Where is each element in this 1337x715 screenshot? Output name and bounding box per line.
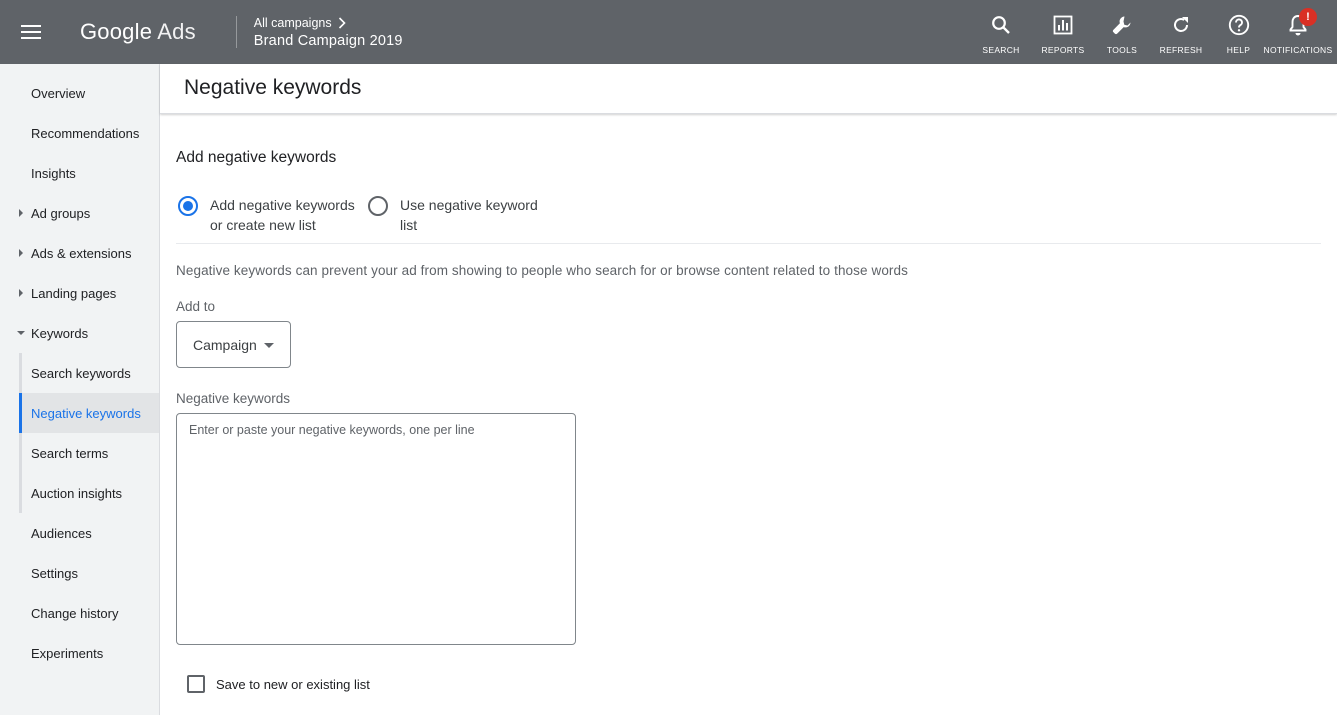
- logo-google-text: Google: [80, 19, 153, 44]
- sidebar-item-label: Negative keywords: [31, 405, 141, 421]
- sidebar-item-label: Ad groups: [31, 205, 91, 221]
- breadcrumb-parent[interactable]: [254, 16, 403, 30]
- sidebar-item-change-history[interactable]: [0, 593, 159, 633]
- add-to-selected-value: Campaign: [193, 336, 257, 353]
- top-actions: [970, 0, 1331, 64]
- reports-button-label: REPORTS: [1041, 45, 1085, 55]
- wrench-icon: [1111, 14, 1133, 36]
- search-button-label: SEARCH: [982, 45, 1020, 55]
- radio-button[interactable]: [368, 196, 388, 216]
- refresh-button-label: REFRESH: [1159, 45, 1203, 55]
- search-icon: [991, 15, 1011, 35]
- sidebar-item-label: Recommendations: [31, 125, 140, 141]
- radio-button-selected[interactable]: [178, 196, 198, 216]
- notification-badge: !: [1299, 8, 1317, 26]
- section-divider: [176, 243, 1321, 244]
- sidebar-item-label: Ads & extensions: [31, 245, 132, 261]
- help-button[interactable]: [1212, 0, 1265, 55]
- expand-arrow-icon: [16, 208, 26, 218]
- sidebar-item-label: Audiences: [31, 525, 92, 541]
- sidebar-item-label: Landing pages: [31, 285, 117, 301]
- save-to-list-option[interactable]: [187, 675, 370, 693]
- breadcrumb-parent-label: All campaigns: [253, 15, 332, 30]
- active-indicator: [19, 393, 22, 433]
- sidebar-item-label: Keywords: [31, 325, 89, 341]
- dropdown-caret-icon: [264, 343, 274, 348]
- sidebar-item-settings[interactable]: [0, 553, 159, 593]
- sidebar-item-label: Search terms: [31, 445, 109, 461]
- sidebar-item-search-keywords[interactable]: [0, 353, 159, 393]
- main-content: [160, 64, 1337, 715]
- top-app-bar: [0, 0, 1337, 64]
- hamburger-menu-icon: [21, 25, 41, 39]
- notifications-button-label: NOTIFICATIONS: [1263, 45, 1333, 55]
- sidebar-item-insights[interactable]: [0, 153, 159, 193]
- page-title: Negative keywords: [184, 76, 362, 99]
- collapse-arrow-icon: [16, 328, 26, 338]
- sidebar-item-negative-keywords[interactable]: [19, 393, 159, 433]
- save-to-list-label: Save to new or existing list: [216, 676, 370, 692]
- header-divider: [236, 16, 237, 48]
- negative-keywords-description: Negative keywords can prevent your ad from showing to people who search for or browse content related to those words: [176, 263, 908, 278]
- negative-keywords-textarea[interactable]: [176, 413, 576, 645]
- tools-button-label: TOOLS: [1106, 45, 1138, 55]
- refresh-icon: [1171, 15, 1191, 35]
- sidebar-item-experiments[interactable]: [0, 633, 159, 673]
- help-button-label: HELP: [1226, 45, 1251, 55]
- sidebar-item-auction-insights[interactable]: [0, 473, 159, 513]
- sidebar-item-label: Experiments: [31, 645, 104, 661]
- sidebar-item-label: Settings: [31, 565, 78, 581]
- sidebar-item-audiences[interactable]: [0, 513, 159, 553]
- sidebar-item-label: Insights: [31, 165, 76, 181]
- chevron-right-icon: [338, 17, 346, 29]
- breadcrumb: [254, 16, 403, 49]
- page-header: [160, 64, 1337, 114]
- logo-ads-text: Ads: [157, 19, 196, 44]
- reports-icon: [1053, 15, 1073, 35]
- option-create-list-label: Add negative keywords or create new list: [210, 197, 355, 233]
- help-icon: [1228, 14, 1250, 36]
- google-ads-logo[interactable]: [80, 19, 196, 45]
- option-use-list[interactable]: [368, 195, 550, 235]
- sidebar-item-search-terms[interactable]: [0, 433, 159, 473]
- sidebar-item-label: Overview: [31, 85, 86, 101]
- sidebar-item-recommendations[interactable]: [0, 113, 159, 153]
- notifications-button[interactable]: [1265, 0, 1331, 55]
- add-to-label: Add to: [176, 299, 216, 314]
- sidebar-item-label: Auction insights: [31, 485, 123, 501]
- save-to-list-checkbox[interactable]: [187, 675, 205, 693]
- sidebar-item-ad-groups[interactable]: [0, 193, 159, 233]
- sidebar-item-label: Change history: [31, 605, 119, 621]
- negative-keywords-label: Negative keywords: [176, 391, 291, 406]
- add-to-select[interactable]: [176, 321, 291, 368]
- sidebar-item-label: Search keywords: [31, 365, 131, 381]
- radio-dot: [183, 201, 193, 211]
- sidebar-item-ads-extensions[interactable]: [0, 233, 159, 273]
- main-menu-button[interactable]: [0, 0, 62, 64]
- option-create-list[interactable]: [178, 195, 360, 235]
- breadcrumb-current[interactable]: Brand Campaign 2019: [253, 32, 403, 49]
- sidebar-item-landing-pages[interactable]: [0, 273, 159, 313]
- refresh-button[interactable]: [1150, 0, 1212, 55]
- sidebar-nav: [0, 64, 160, 715]
- option-use-list-label: Use negative keyword list: [400, 197, 538, 233]
- sidebar-item-overview[interactable]: [0, 73, 159, 113]
- tools-button[interactable]: [1094, 0, 1150, 55]
- section-title: Add negative keywords: [176, 149, 337, 166]
- reports-button[interactable]: [1032, 0, 1094, 55]
- expand-arrow-icon: [16, 248, 26, 258]
- expand-arrow-icon: [16, 288, 26, 298]
- sidebar-item-keywords[interactable]: [0, 313, 159, 353]
- search-button[interactable]: [970, 0, 1032, 55]
